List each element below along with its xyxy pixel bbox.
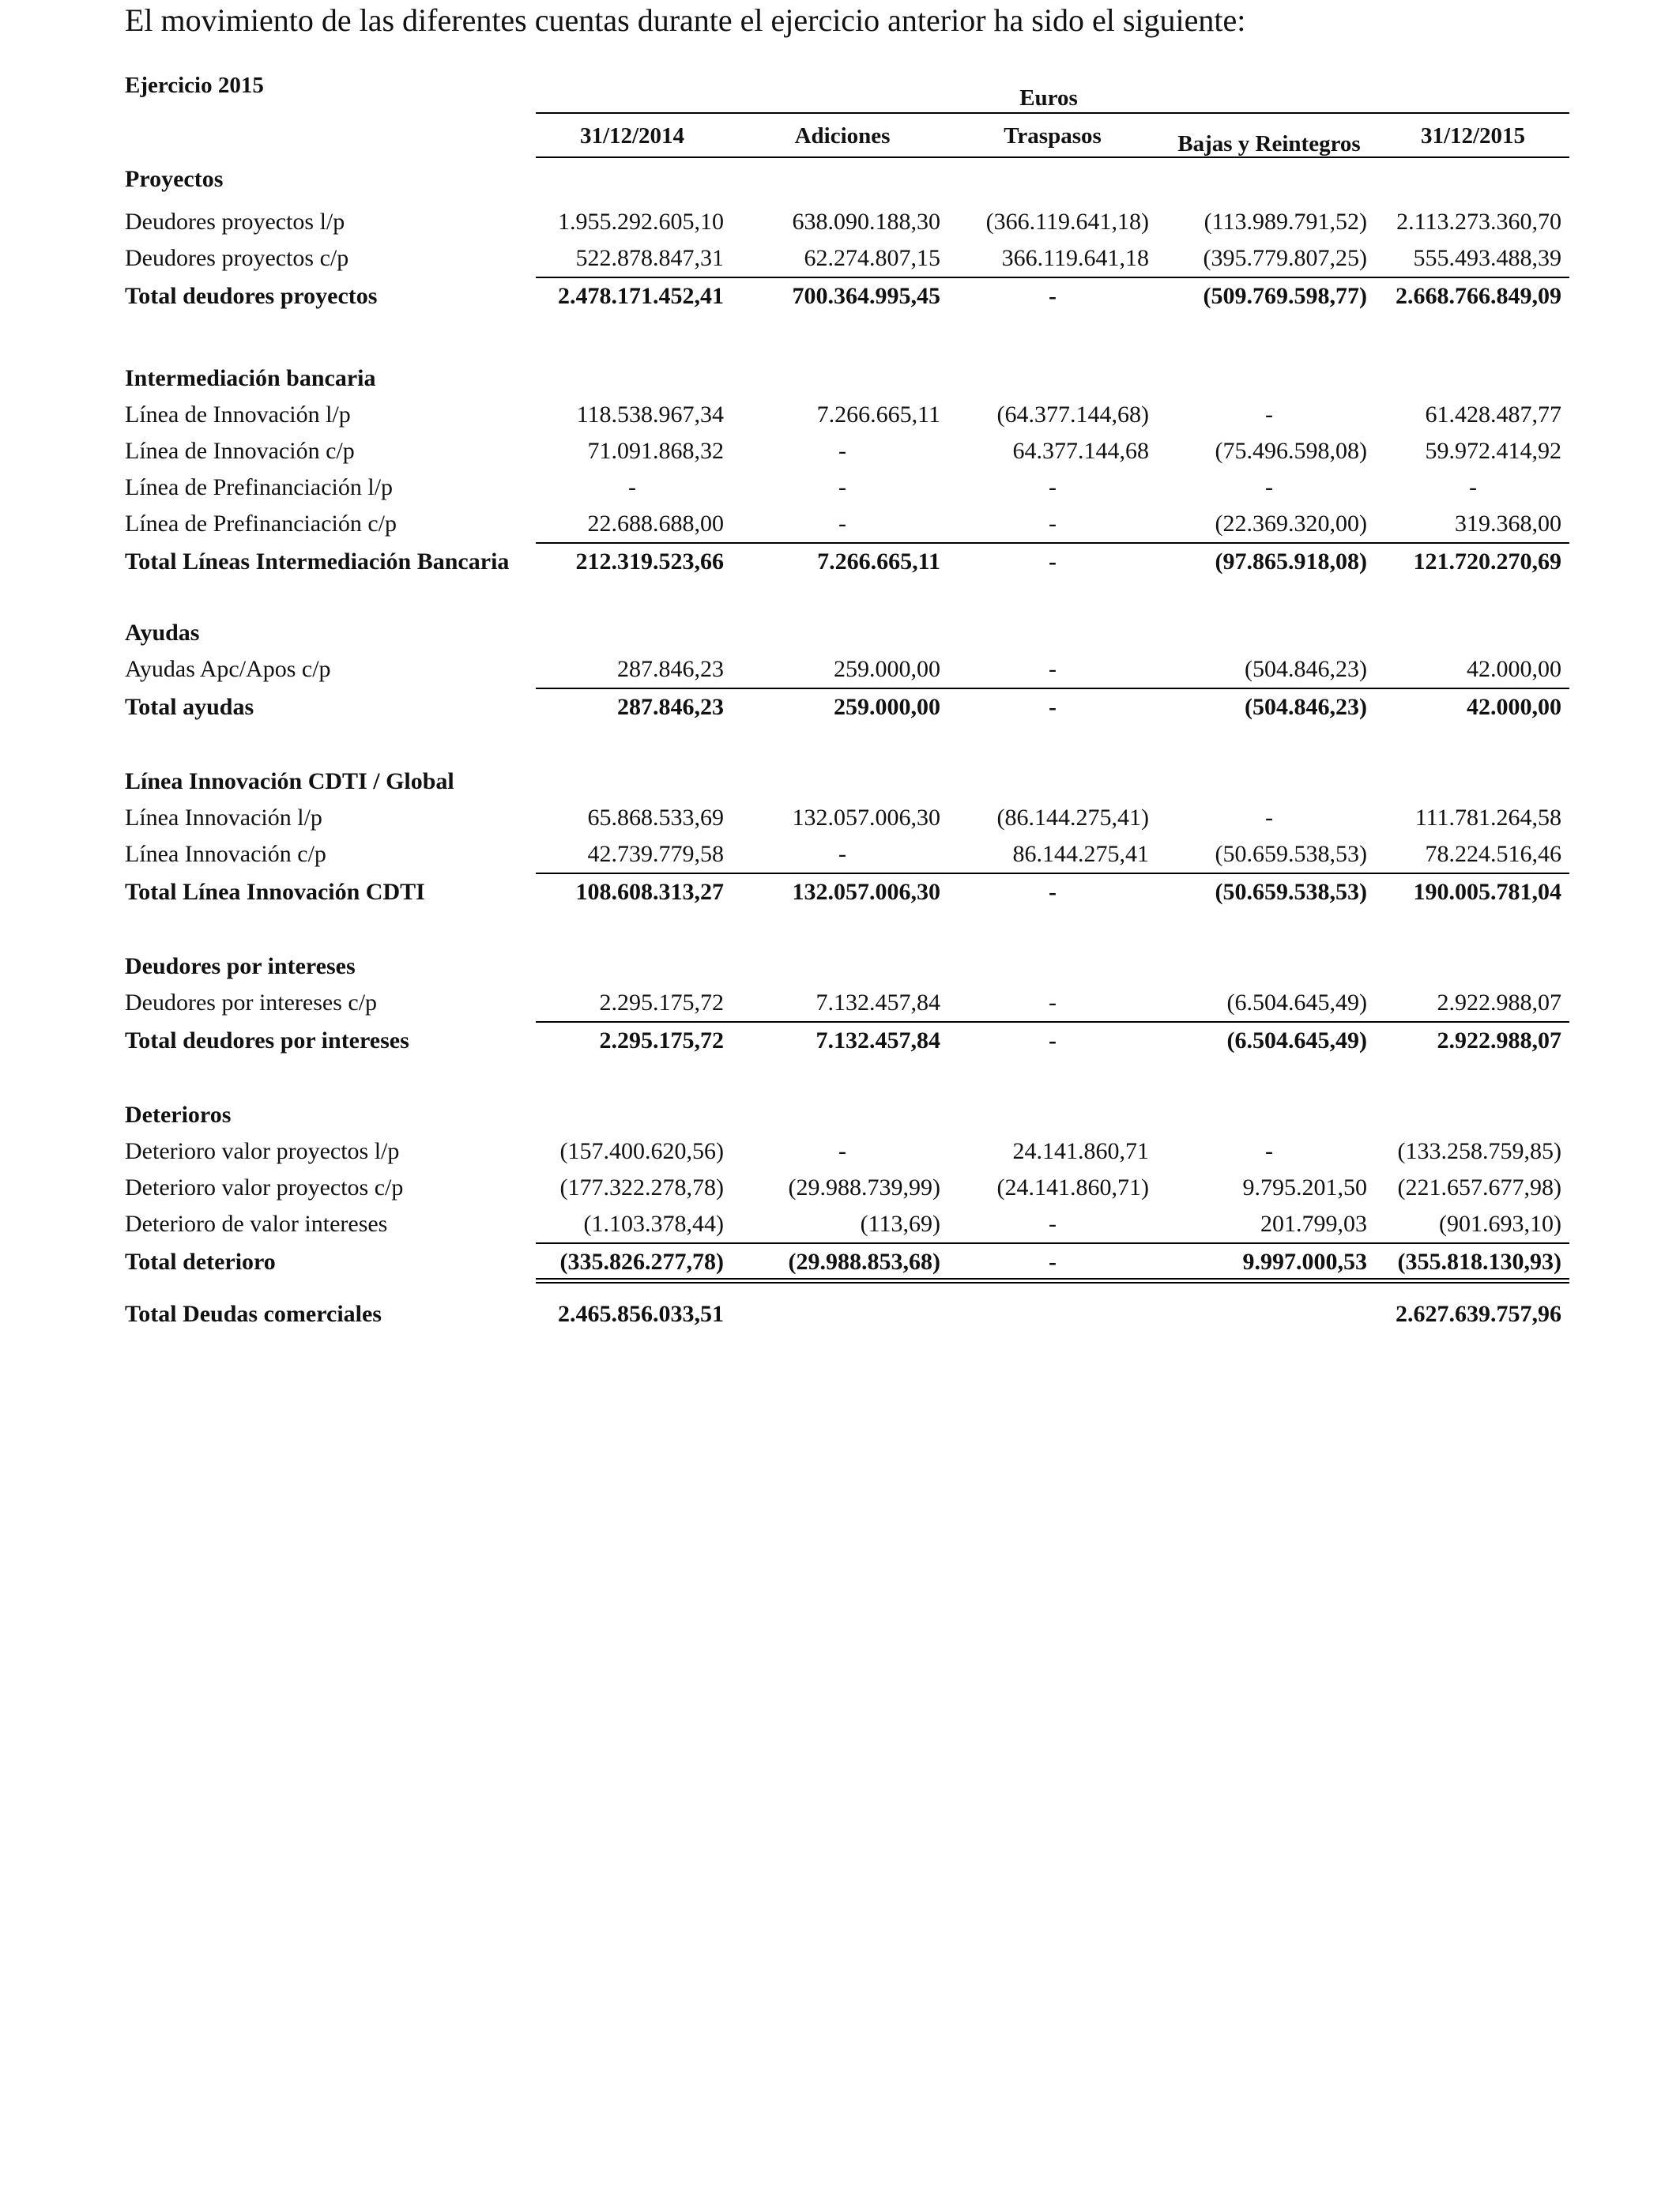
section-title: Deudores por intereses <box>125 953 356 979</box>
table-row <box>0 397 1680 433</box>
amount-cell: 118.538.967,34 <box>576 401 724 428</box>
amount-cell: 259.000,00 <box>834 656 940 682</box>
amount-cell: 287.846,23 <box>617 656 724 682</box>
table-row <box>0 651 1680 688</box>
amount-cell: 9.795.201,50 <box>1242 1174 1367 1201</box>
column-header-closing: 31/12/2015 <box>1420 123 1526 149</box>
column-header-opening: 31/12/2014 <box>579 123 685 149</box>
amount-cell: 201.799,03 <box>1260 1211 1367 1237</box>
amount-cell: 62.274.807,15 <box>804 245 940 271</box>
amount-cell: - <box>1049 511 1057 537</box>
row-label: Ayudas Apc/Apos c/p <box>125 656 331 682</box>
amount-cell: (504.846,23) <box>1245 656 1367 682</box>
amount-cell: 319.368,00 <box>1455 511 1561 537</box>
amount-cell: (901.693,10) <box>1439 1211 1561 1237</box>
amount-cell: 2.922.988,07 <box>1437 990 1561 1016</box>
row-label: Línea de Innovación l/p <box>125 401 351 428</box>
amount-cell: - <box>1049 548 1057 575</box>
amount-cell: - <box>1049 1211 1057 1237</box>
amount-cell: (157.400.620,56) <box>559 1138 724 1164</box>
amount-cell: 42.000,00 <box>1467 694 1561 720</box>
amount-cell: 64.377.144,68 <box>1012 438 1149 464</box>
amount-cell: (29.988.853,68) <box>788 1249 940 1275</box>
subtotal-row <box>0 1023 1680 1059</box>
amount-cell: (86.144.275,41) <box>996 805 1149 831</box>
amount-cell: - <box>1049 879 1057 905</box>
table-row <box>0 204 1680 240</box>
amount-cell: (22.369.320,00) <box>1215 511 1367 537</box>
amount-cell: (366.119.641,18) <box>985 209 1149 235</box>
table-row <box>0 836 1680 873</box>
amount-cell: 86.144.275,41 <box>1012 841 1149 867</box>
amount-cell: (395.779.807,25) <box>1203 245 1367 271</box>
amount-cell: (133.258.759,85) <box>1397 1138 1561 1164</box>
section-heading <box>0 615 1680 651</box>
row-label: Línea Innovación l/p <box>125 805 322 831</box>
amount-cell: - <box>1469 474 1477 500</box>
amount-cell: 2.113.273.360,70 <box>1396 209 1561 235</box>
amount-cell: - <box>1265 805 1273 831</box>
column-header-transfers: Traspasos <box>1004 123 1102 149</box>
amount-cell: 108.608.313,27 <box>575 879 724 905</box>
amount-cell: - <box>1049 1027 1057 1054</box>
amount-cell: - <box>838 511 846 537</box>
amount-cell: - <box>1049 656 1057 682</box>
table-row <box>0 1206 1680 1242</box>
amount-cell: 111.781.264,58 <box>1414 805 1561 831</box>
subtotal-row <box>0 1244 1680 1280</box>
amount-cell: 2.465.856.033,51 <box>558 1301 724 1327</box>
row-label: Deudores proyectos c/p <box>125 245 349 271</box>
amount-cell: 190.005.781,04 <box>1413 879 1561 905</box>
section-heading <box>0 161 1680 198</box>
section-title: Deterioros <box>125 1102 232 1128</box>
amount-cell: - <box>1049 990 1057 1016</box>
amount-cell: 7.266.665,11 <box>816 401 940 428</box>
column-header-disposals: Bajas y Reintegros <box>1177 131 1361 156</box>
amount-cell: 366.119.641,18 <box>1001 245 1149 271</box>
subtotal-row <box>0 278 1680 315</box>
amount-cell: (75.496.598,08) <box>1215 438 1367 464</box>
amount-cell: (113,69) <box>860 1211 940 1237</box>
amount-cell: - <box>838 841 846 867</box>
amount-cell: (113.989.791,52) <box>1203 209 1367 235</box>
amount-cell: (504.846,23) <box>1245 694 1367 720</box>
amount-cell: 2.668.766.849,09 <box>1396 283 1561 309</box>
amount-cell: (24.141.860,71) <box>996 1174 1149 1201</box>
subtotal-row <box>0 874 1680 910</box>
table-row <box>0 240 1680 277</box>
grand-total-row <box>0 1296 1680 1333</box>
amount-cell: (6.504.645,49) <box>1226 1027 1367 1054</box>
table-row <box>0 469 1680 506</box>
row-label: Total ayudas <box>125 694 254 720</box>
amount-cell: (50.659.538,53) <box>1215 879 1367 905</box>
amount-cell: - <box>838 438 846 464</box>
amount-cell: 2.627.639.757,96 <box>1396 1301 1561 1327</box>
row-label: Deterioro de valor intereses <box>125 1211 388 1237</box>
row-label: Línea de Prefinanciación l/p <box>125 474 394 500</box>
row-label: Total Deudas comerciales <box>125 1301 382 1327</box>
amount-cell: (177.322.278,78) <box>559 1174 724 1201</box>
amount-cell: (97.865.918,08) <box>1215 548 1367 575</box>
section-heading <box>0 360 1680 397</box>
amount-cell: 42.000,00 <box>1467 656 1561 682</box>
amount-cell: 2.922.988,07 <box>1437 1027 1561 1054</box>
row-label: Total Línea Innovación CDTI <box>125 879 425 905</box>
row-label: Total Líneas Intermediación Bancaria <box>125 548 510 575</box>
section-title: Línea Innovación CDTI / Global <box>125 768 454 794</box>
section-heading <box>0 948 1680 985</box>
amount-cell: 1.955.292.605,10 <box>558 209 724 235</box>
amount-cell: - <box>1265 401 1273 428</box>
amount-cell: - <box>1049 1249 1057 1275</box>
amount-cell: 78.224.516,46 <box>1425 841 1561 867</box>
amount-cell: (29.988.739,99) <box>788 1174 940 1201</box>
amount-cell: (335.826.277,78) <box>559 1249 724 1275</box>
section-heading <box>0 763 1680 800</box>
amount-cell: (221.657.677,98) <box>1397 1174 1561 1201</box>
amount-cell: 522.878.847,31 <box>575 245 724 271</box>
row-label: Deterioro valor proyectos l/p <box>125 1138 400 1164</box>
currency-header: Euros <box>1019 85 1078 111</box>
section-title: Intermediación bancaria <box>125 365 376 391</box>
amount-cell: 2.295.175,72 <box>599 1027 724 1054</box>
amount-cell: 61.428.487,77 <box>1425 401 1561 428</box>
amount-cell: - <box>1265 474 1273 500</box>
column-header-additions: Adiciones <box>794 123 891 149</box>
amount-cell: 65.868.533,69 <box>587 805 724 831</box>
row-label: Línea de Prefinanciación c/p <box>125 511 397 537</box>
amount-cell: 287.846,23 <box>617 694 724 720</box>
amount-cell: - <box>838 474 846 500</box>
amount-cell: 121.720.270,69 <box>1413 548 1561 575</box>
amount-cell: 132.057.006,30 <box>792 805 940 831</box>
amount-cell: 212.319.523,66 <box>575 548 724 575</box>
fiscal-year-label: Ejercicio 2015 <box>125 73 264 98</box>
amount-cell: 7.132.457,84 <box>816 1027 940 1054</box>
row-label: Deudores proyectos l/p <box>125 209 345 235</box>
row-label: Deudores por intereses c/p <box>125 990 378 1016</box>
currency-header-rule <box>536 112 1569 114</box>
amount-cell: - <box>1265 1138 1273 1164</box>
section-heading <box>0 1097 1680 1133</box>
amount-cell: 71.091.868,32 <box>587 438 724 464</box>
amount-cell: (50.659.538,53) <box>1215 841 1367 867</box>
table-row <box>0 1170 1680 1206</box>
table-row <box>0 985 1680 1021</box>
amount-cell: 132.057.006,30 <box>792 879 940 905</box>
amount-cell: 2.295.175,72 <box>599 990 724 1016</box>
table-row <box>0 800 1680 836</box>
row-label: Línea Innovación c/p <box>125 841 326 867</box>
amount-cell: - <box>1049 474 1057 500</box>
amount-cell: - <box>1049 283 1057 309</box>
amount-cell: 555.493.488,39 <box>1413 245 1561 271</box>
row-label: Línea de Innovación c/p <box>125 438 355 464</box>
row-label: Total deterioro <box>125 1249 276 1275</box>
column-header-rule <box>536 156 1569 158</box>
amount-cell: 22.688.688,00 <box>587 511 724 537</box>
section-title: Ayudas <box>125 620 200 646</box>
amount-cell: 2.478.171.452,41 <box>558 283 724 309</box>
amount-cell: - <box>838 1138 846 1164</box>
amount-cell: 7.132.457,84 <box>816 990 940 1016</box>
table-row <box>0 1133 1680 1170</box>
table-row <box>0 506 1680 542</box>
subtotal-row <box>0 544 1680 580</box>
row-label: Total deudores por intereses <box>125 1027 409 1054</box>
row-label: Deterioro valor proyectos c/p <box>125 1174 404 1201</box>
amount-cell: 259.000,00 <box>834 694 940 720</box>
intro-text: El movimiento de las diferentes cuentas durante el ejercicio anterior ha sido el siguiente: <box>125 2 1246 38</box>
section-title: Proyectos <box>125 166 224 192</box>
amount-cell: 59.972.414,92 <box>1425 438 1561 464</box>
amount-cell: 24.141.860,71 <box>1012 1138 1149 1164</box>
amount-cell: (355.818.130,93) <box>1397 1249 1561 1275</box>
subtotal-row <box>0 689 1680 726</box>
amount-cell: (1.103.378,44) <box>583 1211 724 1237</box>
table-row <box>0 433 1680 469</box>
amount-cell: (64.377.144,68) <box>996 401 1149 428</box>
amount-cell: (6.504.645,49) <box>1226 990 1367 1016</box>
amount-cell: (509.769.598,77) <box>1203 283 1367 309</box>
amount-cell: - <box>1049 694 1057 720</box>
amount-cell: - <box>628 474 636 500</box>
amount-cell: 7.266.665,11 <box>817 548 940 575</box>
amount-cell: 42.739.779,58 <box>587 841 724 867</box>
amount-cell: 638.090.188,30 <box>792 209 940 235</box>
amount-cell: 9.997.000,53 <box>1242 1249 1367 1275</box>
row-label: Total deudores proyectos <box>125 283 378 309</box>
amount-cell: 700.364.995,45 <box>792 283 940 309</box>
